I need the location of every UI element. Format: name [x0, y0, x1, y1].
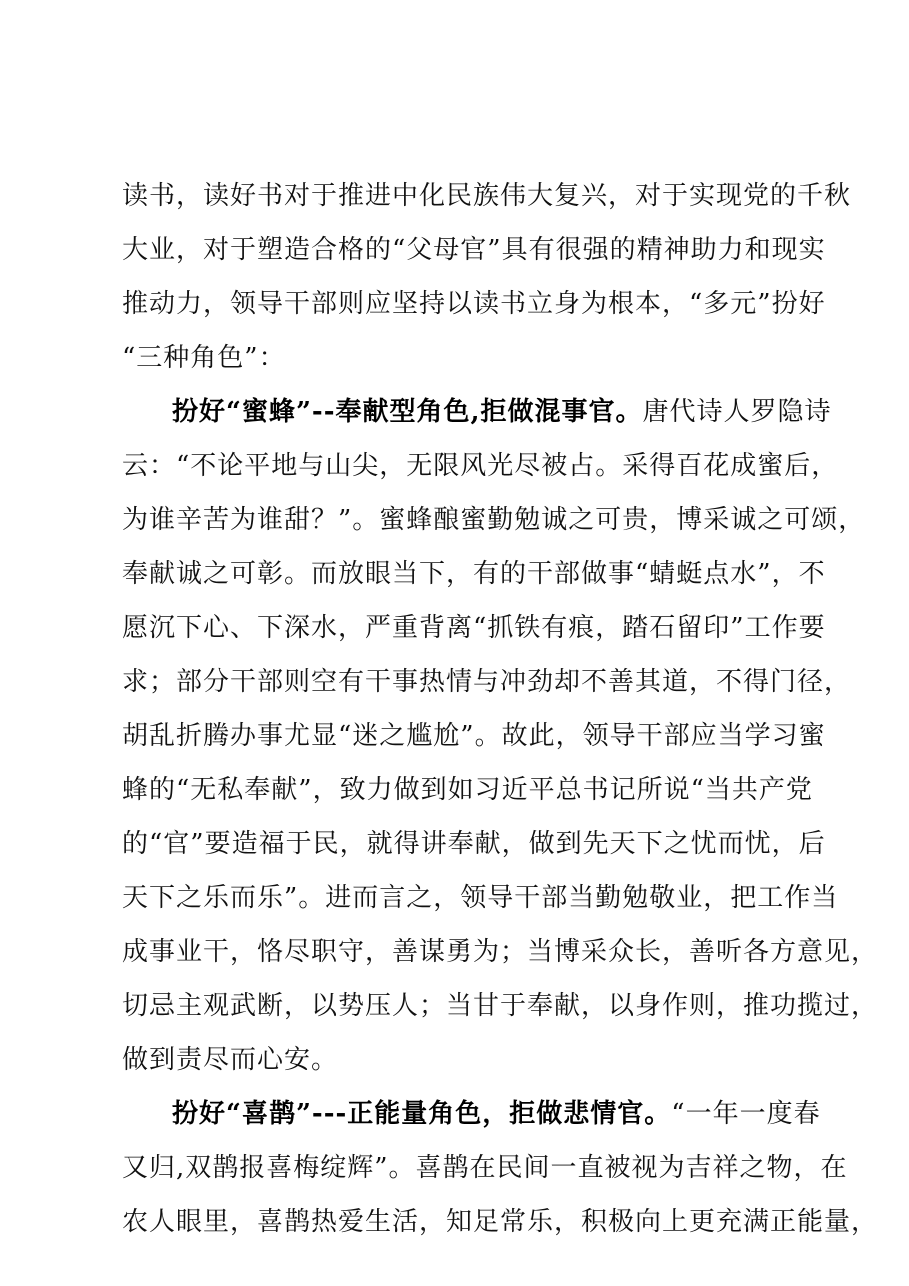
- section-heading-line: [172, 1092, 821, 1136]
- text-line: [122, 552, 826, 596]
- line-text: 唐代诗人罗隐诗: [642, 397, 832, 427]
- line-text: 又归,双鹊报喜梅绽辉”。喜鹊在民间一直被视为吉祥之物，在: [122, 1153, 848, 1183]
- text-line: [122, 714, 826, 758]
- line-text: “一年一度春: [671, 1099, 821, 1129]
- text-line: [122, 498, 865, 542]
- text-line: [122, 282, 826, 326]
- line-text: 愿沉下心、下深水，严重背离“抓铁有痕，踏石留印”工作要: [122, 613, 826, 643]
- line-text: 切忌主观武断，以势压人；当甘于奉献，以身作则，推功揽过，: [122, 991, 879, 1021]
- text-line: [122, 1038, 338, 1082]
- text-line: [122, 930, 878, 974]
- line-text: 奉献诚之可彰。而放眼当下，有的干部做事“蜻蜓点水”，不: [122, 559, 826, 589]
- text-line: [122, 228, 826, 272]
- line-text: 蜂的“无私奉献”，致力做到如习近平总书记所说“当共产党: [122, 775, 813, 805]
- text-line: [122, 822, 826, 866]
- line-text: 云：“不论平地与山尖，无限风光尽被占。采得百花成蜜后，: [122, 451, 839, 481]
- line-text: 的“官”要造福于民，就得讲奉献，做到先天下之忧而忧，后: [122, 829, 826, 859]
- text-line: [122, 336, 286, 380]
- line-text: 求；部分干部则空有干事热情与冲劲却不善其道，不得门径，: [122, 667, 852, 697]
- text-line: [122, 444, 838, 488]
- text-line: [122, 1200, 878, 1244]
- text-line: [122, 984, 878, 1028]
- line-text: 推动力，领导干部则应坚持以读书立身为根本，“多元”扮好: [122, 289, 826, 319]
- text-line: [122, 1146, 848, 1190]
- text-line: [122, 660, 851, 704]
- text-line: [122, 876, 838, 920]
- line-text: 读书，读好书对于推进中化民族伟大复兴，对于实现党的千秋: [122, 181, 852, 211]
- line-text: 为谁辛苦为谁甜？”。蜜蜂酿蜜勤勉诚之可贵，博采诚之可颂，: [122, 505, 866, 535]
- section-heading-line: [172, 390, 832, 434]
- line-text: 大业，对于塑造合格的“父母官”具有很强的精神助力和现实: [122, 235, 826, 265]
- section-heading: 扮好“蜜蜂”--奉献型角色,拒做混事官。: [172, 397, 643, 427]
- text-line: [122, 174, 851, 218]
- line-text: 天下之乐而乐”。进而言之，领导干部当勤勉敬业，把工作当: [122, 883, 839, 913]
- text-line: [122, 606, 826, 650]
- line-text: 成事业干，恪尽职守，善谋勇为；当博采众长，善听各方意见，: [122, 937, 879, 967]
- line-text: 胡乱折腾办事尤显“迷之尴尬”。故此，领导干部应当学习蜜: [122, 721, 826, 751]
- line-text: 农人眼里，喜鹊热爱生活，知足常乐，积极向上更充满正能量，: [122, 1207, 879, 1237]
- line-text: “三种角色”：: [122, 343, 286, 373]
- line-text: 做到责尽而心安。: [122, 1045, 339, 1075]
- section-heading: 扮好“喜鹊”---正能量角色，拒做悲情官。: [172, 1099, 672, 1129]
- text-line: [122, 768, 813, 812]
